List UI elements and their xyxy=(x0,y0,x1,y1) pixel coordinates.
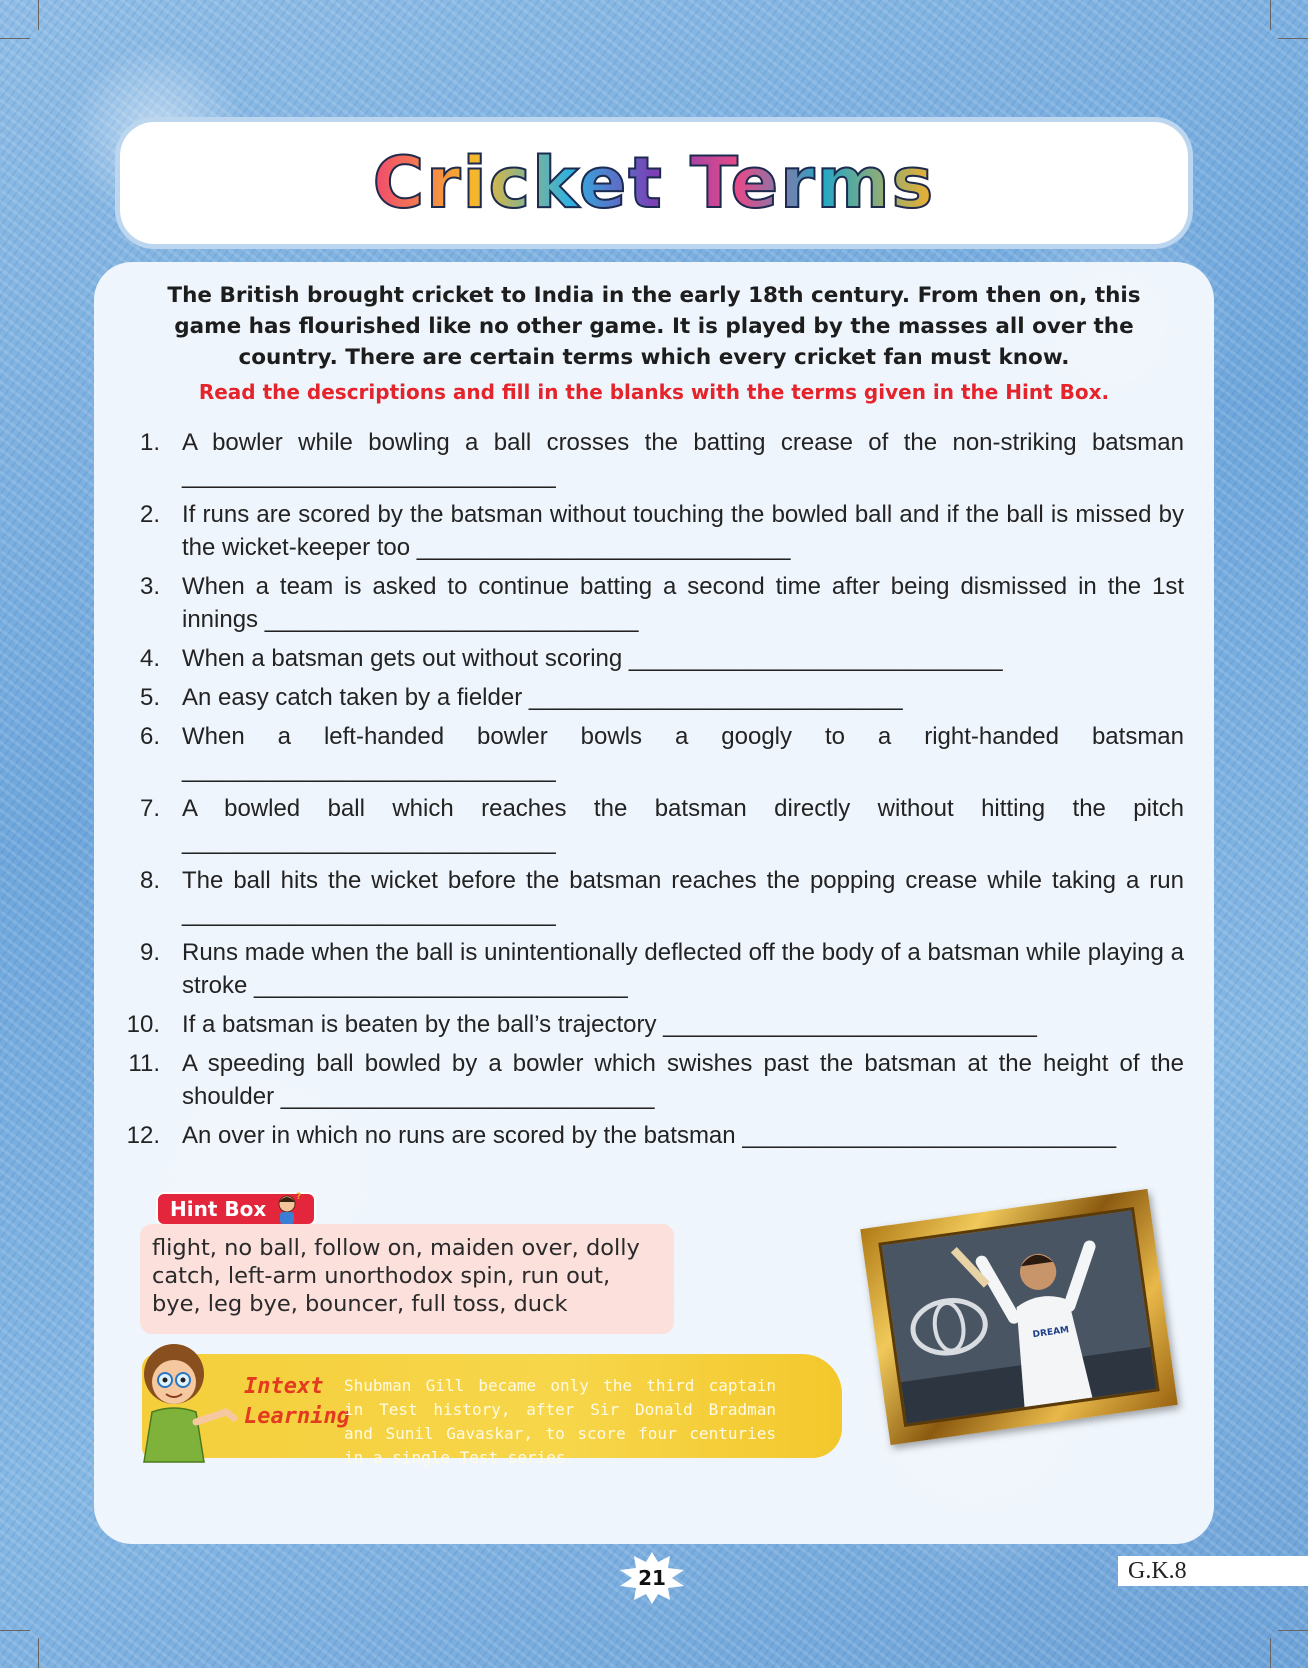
question-item xyxy=(114,792,1184,858)
intext-title-line1: Intext xyxy=(244,1374,324,1399)
photo-frame xyxy=(860,1189,1178,1445)
hint-box-title: Hint Box xyxy=(170,1197,267,1221)
question-number: 6. xyxy=(139,723,160,750)
question-item xyxy=(114,720,1184,786)
question-item xyxy=(114,642,1184,675)
book-label: G.K.8 xyxy=(1118,1556,1308,1586)
question-item xyxy=(114,570,1184,636)
intext-title-line2: Learning xyxy=(244,1404,350,1429)
crop-mark xyxy=(1278,38,1308,39)
question-item xyxy=(114,936,1184,1002)
question-description: An easy catch taken by a fielder xyxy=(182,684,523,711)
page-number: 21 xyxy=(638,1566,666,1590)
intext-learning-text: Shubman Gill became only the third captain in Test history, after Sir Donald Bradman and Sunil Gavaskar, to score four centuries in a single Test series. xyxy=(344,1376,776,1467)
question-number: 9. xyxy=(139,939,160,966)
question-text xyxy=(182,864,1184,930)
svg-text:?: ? xyxy=(296,1192,302,1202)
question-text xyxy=(182,642,1184,675)
question-item xyxy=(114,1119,1184,1152)
thinking-boy-icon xyxy=(272,1192,302,1226)
svg-text:DREAM: DREAM xyxy=(1032,1325,1070,1341)
question-number: 5. xyxy=(139,684,160,711)
answer-blank[interactable]: ____________________________ xyxy=(280,1083,655,1110)
cricketer-photo xyxy=(878,1207,1159,1427)
question-description: If runs are scored by the batsman without touching the bowled ball and if the ball is missed by the wicket-keeper too xyxy=(182,501,1184,561)
crop-mark xyxy=(1270,0,1271,30)
question-item xyxy=(114,681,1184,714)
crop-mark xyxy=(1270,1638,1271,1668)
crop-mark xyxy=(0,38,30,39)
question-description: When a left-handed bowler bowls a googly to a right-handed batsman xyxy=(182,723,1184,750)
question-description: An over in which no runs are scored by the batsman xyxy=(182,1122,736,1149)
question-description: A bowler while bowling a ball crosses the batting crease of the non-striking batsman xyxy=(182,429,1184,456)
question-item xyxy=(114,1047,1184,1113)
question-item xyxy=(114,1008,1184,1041)
question-description: If a batsman is beaten by the ball’s trajectory xyxy=(182,1011,657,1038)
answer-blank[interactable]: ____________________________ xyxy=(182,756,556,783)
question-text xyxy=(182,498,1184,564)
question-text xyxy=(182,681,1184,714)
crop-mark xyxy=(38,1638,39,1668)
answer-blank[interactable]: ____________________________ xyxy=(742,1122,1117,1149)
question-item xyxy=(114,426,1184,492)
question-number: 12. xyxy=(126,1122,160,1149)
question-number: 3. xyxy=(139,573,160,600)
question-description: A speeding ball bowled by a bowler which swishes past the batsman at the height of the shoulder xyxy=(182,1050,1184,1110)
crop-mark xyxy=(0,1630,30,1631)
question-number: 4. xyxy=(139,645,160,672)
instruction-text: Read the descriptions and fill in the blanks with the terms given in the Hint Box. xyxy=(198,380,1110,404)
answer-blank[interactable]: ____________________________ xyxy=(182,828,556,855)
question-number: 2. xyxy=(139,501,160,528)
question-text xyxy=(182,720,1184,786)
question-description: The ball hits the wicket before the batsman reaches the popping crease while taking a run xyxy=(182,867,1184,894)
question-number: 11. xyxy=(128,1050,160,1077)
question-description: When a batsman gets out without scoring xyxy=(182,645,623,672)
question-item xyxy=(114,498,1184,564)
intro-paragraph: The British brought cricket to India in the early 18th century. From then on, this game has flourished like no other game. It is played by the masses all over the country. There are certain terms which every cricket fan must know. xyxy=(167,283,1141,370)
hint-box-label xyxy=(156,1192,316,1226)
question-number: 8. xyxy=(139,867,160,894)
cricketer-image xyxy=(882,1210,1157,1423)
answer-blank[interactable]: ____________________________ xyxy=(254,972,628,999)
question-description: A bowled ball which reaches the batsman directly without hitting the pitch xyxy=(182,795,1184,822)
answer-blank[interactable]: ____________________________ xyxy=(528,684,903,711)
answer-blank[interactable]: ____________________________ xyxy=(663,1011,1037,1038)
question-text xyxy=(182,792,1184,858)
question-text xyxy=(182,1047,1184,1113)
question-number: 1. xyxy=(139,429,160,456)
question-description: When a team is asked to continue batting a second time after being dismissed in the 1st innings xyxy=(182,573,1184,633)
teacher-character-icon xyxy=(122,1334,242,1464)
question-number: 10. xyxy=(126,1011,160,1038)
crop-mark xyxy=(1278,1630,1308,1631)
crop-mark xyxy=(38,0,39,30)
question-text xyxy=(182,426,1184,492)
question-list xyxy=(114,426,1184,1158)
answer-blank[interactable]: ____________________________ xyxy=(264,606,639,633)
answer-blank[interactable]: ____________________________ xyxy=(182,900,556,927)
worksheet-panel xyxy=(94,262,1214,1544)
intext-learning-title xyxy=(244,1372,350,1432)
page-title: Cricket Terms xyxy=(372,142,936,224)
question-text xyxy=(182,1008,1184,1041)
title-card xyxy=(120,122,1188,244)
answer-blank[interactable]: ____________________________ xyxy=(628,645,1003,672)
question-number: 7. xyxy=(139,795,160,822)
question-item xyxy=(114,864,1184,930)
question-text xyxy=(182,1119,1184,1152)
answer-blank[interactable]: ____________________________ xyxy=(416,534,791,561)
question-text xyxy=(182,570,1184,636)
answer-blank[interactable]: ____________________________ xyxy=(182,462,556,489)
hint-box-terms: flight, no ball, follow on, maiden over, dolly catch, left-arm unorthodox spin, run out, bye, leg bye, bouncer, full toss, duck xyxy=(140,1224,674,1334)
question-text xyxy=(182,936,1184,1002)
question-description: Runs made when the ball is unintentionally deflected off the body of a batsman while playing a stroke xyxy=(182,939,1184,999)
